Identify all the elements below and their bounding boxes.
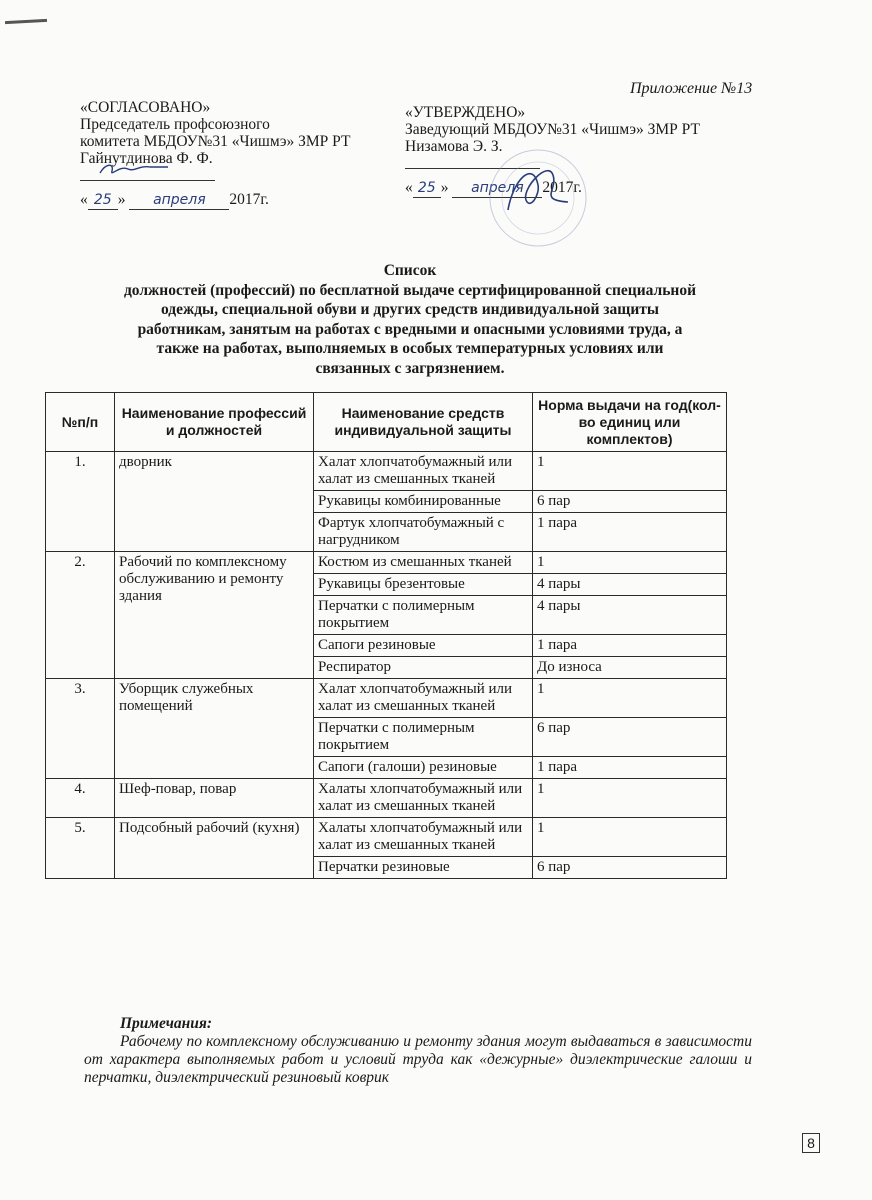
left-approval-header: «СОГЛАСОВАНО» [80,99,211,116]
row-profession: Уборщик служебных помещений [115,679,314,779]
table-row [46,452,727,491]
row-norm: 4 пары [533,574,727,596]
row-norm: 1 [533,818,727,857]
title-heading: Список [383,262,437,279]
header-norm: Норма выдачи на год(кол-во единиц или комплектов) [533,393,727,452]
header-profession: Наименование профессий и должностей [115,393,314,452]
row-ppe: Сапоги резиновые [314,635,533,657]
row-ppe: Рукавицы брезентовые [314,574,533,596]
left-date-year: 2017г. [229,191,269,208]
right-date: « 25 » апреля 2017г. [405,179,582,196]
row-ppe: Халаты хлопчатобумажный или халат из смешанных тканей [314,818,533,857]
table-row [46,818,727,857]
row-ppe: Халат хлопчатобумажный или халат из смешанных тканей [314,452,533,491]
row-norm: 1 [533,679,727,718]
left-approval-line1: Председатель профсоюзного [80,116,270,133]
row-norm: 6 пар [533,491,727,513]
row-norm: 1 [533,552,727,574]
left-signature [98,159,178,181]
appendix-label: Приложение №13 [630,80,753,97]
title-line: связанных с загрязнением. [315,359,505,377]
right-date-year: 2017г. [542,179,582,196]
row-number: 3. [46,679,115,779]
left-approval-line2: комитета МБДОУ№31 «Чишмэ» ЗМР РТ [80,133,351,150]
row-profession: Подсобный рабочий (кухня) [115,818,314,879]
notes-heading: Примечания: [120,1015,212,1032]
row-number: 4. [46,779,115,818]
row-ppe: Рукавицы комбинированные [314,491,533,513]
row-ppe: Респиратор [314,657,533,679]
row-ppe: Перчатки с полимерным покрытием [314,596,533,635]
row-norm: 6 пар [533,857,727,879]
right-date-month: апреля [452,180,542,198]
table-row [46,779,727,818]
notes-text: Рабочему по комплексному обслуживанию и ремонту здания могут выдаваться в зависимости от характера выполняемых работ и условий труда как «дежурные» диэлектрические галоши и перчатки, диэлектрический резиновый коврик [84,1033,752,1086]
row-number: 5. [46,818,115,879]
row-ppe: Сапоги (галоши) резиновые [314,757,533,779]
row-ppe: Костюм из смешанных тканей [314,552,533,574]
left-approval-block [80,99,350,210]
title-line: одежды, специальной обуви и других средств индивидуальной защиты [160,301,660,318]
right-approval-line2: Низамова Э. З. [405,138,503,155]
row-norm: 4 пары [533,596,727,635]
header-num: №п/п [46,393,115,452]
row-norm: 1 [533,452,727,491]
title-line: работникам, занятым на работах с вредными и опасными условиями труда, а [137,320,683,338]
left-date-day: 25 [88,192,118,210]
table-row [46,679,727,718]
right-approval-header: «УТВЕРЖДЕНО» [405,104,526,121]
row-norm: До износа [533,657,727,679]
row-ppe: Перчатки с полимерным покрытием [314,718,533,757]
right-approval-line1: Заведующий МБДОУ№31 «Чишмэ» ЗМР РТ [405,121,700,138]
row-profession: Шеф-повар, повар [115,779,314,818]
header-ppe: Наименование средств индивидуальной защиты [314,393,533,452]
page-number: 8 [802,1133,820,1153]
official-stamp-icon [478,140,598,250]
row-ppe: Халаты хлопчатобумажный или халат из смешанных тканей [314,779,533,818]
row-norm: 6 пар [533,718,727,757]
left-date-month: апреля [129,192,229,210]
left-date: « 25 » апреля 2017г. [80,191,269,208]
table-row [46,552,727,574]
title-line: также на работах, выполняемых в особых температурных условиях или [156,340,664,357]
row-norm: 1 пара [533,635,727,657]
row-ppe: Халат хлопчатобумажный или халат из смешанных тканей [314,679,533,718]
title-line: должностей (профессий) по бесплатной выдаче сертифицированной специальной [123,281,697,299]
row-ppe: Перчатки резиновые [314,857,533,879]
row-profession: Рабочий по комплексному обслуживанию и ремонту здания [115,552,314,679]
row-profession: дворник [115,452,314,552]
document-title [60,261,760,378]
row-number: 1. [46,452,115,552]
left-approval-line3: Гайнутдинова Ф. Ф. [80,150,213,167]
table-header-row [46,393,727,452]
right-date-day: 25 [413,180,441,198]
row-norm: 1 пара [533,513,727,552]
row-ppe: Фартук хлопчатобумажный с нагрудником [314,513,533,552]
row-norm: 1 пара [533,757,727,779]
row-number: 2. [46,552,115,679]
left-signature-line [80,167,350,183]
notes-section [84,1015,752,1087]
row-norm: 1 [533,779,727,818]
ppe-norms-table [45,392,727,879]
scan-artifact [5,19,47,24]
